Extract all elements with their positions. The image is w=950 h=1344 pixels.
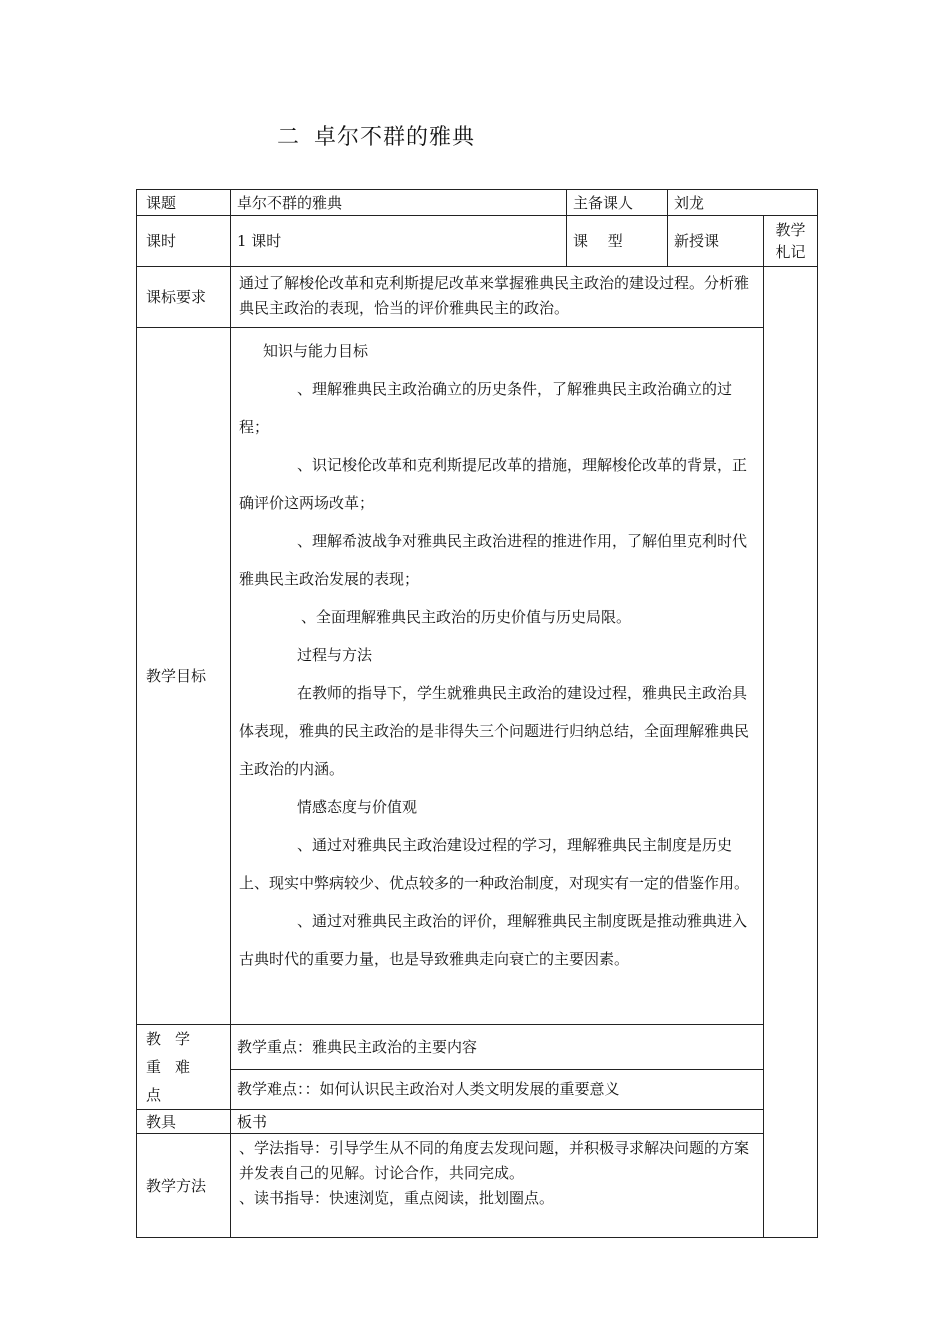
table-row [137, 216, 818, 267]
objectives-content [231, 328, 764, 1025]
page-title [277, 120, 475, 151]
key-points-label [137, 1025, 231, 1110]
topic-label: 课题 [137, 190, 231, 216]
standards-label: 课标要求 [137, 267, 231, 328]
notes-label: 教学札记 [764, 216, 818, 267]
hours-value: 1 课时 [231, 216, 567, 267]
table-row [137, 1134, 818, 1238]
type-label: 课 型 [567, 216, 668, 267]
knowledge-heading: 知识与能力目标 [263, 342, 369, 360]
methods-content [231, 1134, 764, 1238]
topic-value: 卓尔不群的雅典 [231, 190, 567, 216]
teacher-label: 主备课人 [567, 190, 668, 216]
process-text: 在教师的指导下，学生就雅典民主政治的建设过程，雅典民主政治具体表现，雅典的民主政治的是非得失三个问题进行归纳总结，全面理解雅典民主政治的内涵。 [239, 684, 750, 778]
methods-label: 教学方法 [137, 1134, 231, 1238]
type-value: 新授课 [668, 216, 764, 267]
knowledge-item: 、识记梭伦改革和克利斯提尼改革的措施，理解梭伦改革的背景，正确评价这两场改革； [239, 456, 748, 512]
method-item: 、读书指导：快速浏览，重点阅读，批划圈点。 [239, 1189, 555, 1207]
title-text: 卓尔不群的雅典 [314, 125, 476, 150]
knowledge-item: 、理解希波战争对雅典民主政治进程的推进作用，了解伯里克利时代雅典民主政治发展的表现； [239, 532, 748, 588]
tools-label: 教具 [137, 1110, 231, 1134]
table-row [137, 328, 818, 1025]
tools-value: 板书 [231, 1110, 764, 1134]
table-row [137, 267, 818, 328]
knowledge-item: 、理解雅典民主政治确立的历史条件，了解雅典民主政治确立的过程； [239, 380, 733, 436]
table-row [137, 190, 818, 216]
emotion-heading: 情感态度与价值观 [297, 798, 418, 816]
knowledge-item: 、全面理解雅典民主政治的历史价值与历史局限。 [301, 608, 632, 626]
objectives-label: 教学目标 [137, 328, 231, 1025]
focus-text: 教学重点：雅典民主政治的主要内容 [231, 1025, 764, 1070]
table-row [137, 1069, 818, 1109]
teacher-value: 刘龙 [668, 190, 818, 216]
notes-column [764, 267, 818, 1238]
table-row [137, 1025, 818, 1070]
difficulty-text: 教学难点：：如何认识民主政治对人类文明发展的重要意义 [231, 1069, 764, 1109]
emotion-item: 、通过对雅典民主政治建设过程的学习，理解雅典民主制度是历史上、现实中弊病较少、优点较多的一种政治制度，对现实有一定的借鉴作用。 [239, 836, 750, 892]
title-number: 二 [277, 125, 301, 150]
table-row [137, 1110, 818, 1134]
lesson-plan-table [136, 189, 818, 1238]
emotion-item: 、通过对雅典民主政治的评价，理解雅典民主制度既是推动雅典进入古典时代的重要力量，也是导致雅典走向衰亡的主要因素。 [239, 912, 748, 968]
hours-label: 课时 [137, 216, 231, 267]
process-heading: 过程与方法 [297, 646, 373, 664]
method-item: 、学法指导：引导学生从不同的角度去发现问题，并积极寻求解决问题的方案并发表自己的见解。讨论合作，共同完成。 [239, 1139, 750, 1182]
standards-text: 通过了解梭伦改革和克利斯提尼改革来掌握雅典民主政治的建设过程。分析雅典民主政治的表现，恰当的评价雅典民主的政治。 [231, 267, 764, 328]
key-points-label-text: 教学重难点 [146, 1030, 205, 1104]
